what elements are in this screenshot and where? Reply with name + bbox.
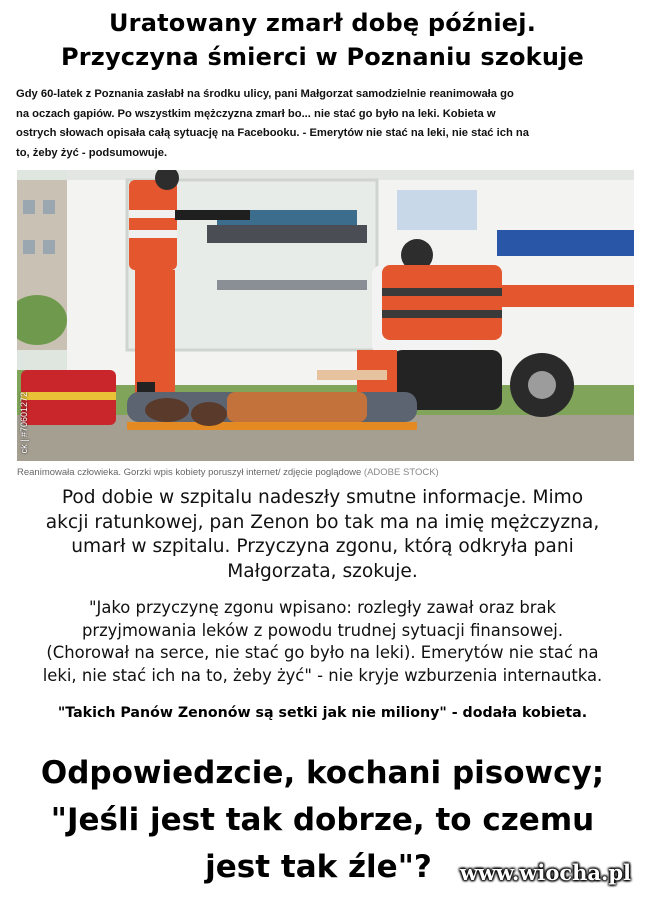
- tagline: "Takich Panów Zenonów są setki jak nie miliony" - dodała kobieta.: [57, 705, 588, 721]
- paramedics-illustration: [17, 170, 634, 461]
- headline-line-2: Przyczyna śmierci w Poznaniu szokuje: [60, 43, 585, 71]
- body-line-2: akcji ratunkowej, pan Zenon bo tak ma na imię mężczyzna,: [45, 511, 600, 533]
- lead-line-1: Gdy 60-latek z Poznania zasłabł na środku ulicy, pani Małgorzat samodzielnie reanimowała go: [16, 88, 514, 100]
- site-watermark: www.wiocha.pl: [459, 860, 631, 885]
- news-photo: [17, 170, 634, 461]
- lead-line-4: to, żeby żyć - podsumowuje.: [16, 146, 168, 159]
- headline: [0, 6, 645, 74]
- headline-line-1: Uratowany zmarł dobę później.: [108, 9, 537, 37]
- lead-paragraph: [16, 85, 628, 163]
- stock-id-label: ck | #70601272: [19, 391, 29, 453]
- quote-line-4: leki, nie stać ich na to, żeby żyć" - nie kryje wzburzenia internautka.: [42, 665, 603, 685]
- body-line-1: Pod dobie w szpitalu nadeszły smutne informacje. Mimo: [61, 487, 584, 508]
- lead-line-2: na oczach gapiów. Po wszystkim mężczyzna zmarł bo... nie stać go było na leki. Kobieta w: [16, 107, 496, 120]
- caption-source: (ADOBE STOCK): [363, 467, 439, 478]
- quote-line-2: przyjmowania leków z powodu trudnej sytuacji finansowej.: [81, 620, 564, 640]
- photo-caption: [17, 466, 634, 480]
- lead-line-3: ostrych słowach opisała całą sytuację na Facebooku. - Emerytów nie stać na leki, nie stać ich na: [16, 127, 529, 139]
- body-paragraph: [0, 486, 645, 584]
- quote-paragraph: [0, 597, 645, 687]
- closing-line-2: "Jeśli jest tak dobrze, to czemu: [50, 802, 595, 838]
- closing-line-3: jest tak źle"?: [205, 849, 432, 885]
- body-line-3: umarł w szpitalu. Przyczyna zgonu, którą odkryła pani: [71, 536, 574, 557]
- quote-line-3: (Chorował na serce, nie stać go było na leki). Emerytów nie stać na: [46, 643, 599, 662]
- caption-text: Reanimowała człowieka. Gorzki wpis kobiety poruszył internet/ zdjęcie poglądowe: [17, 467, 362, 478]
- quote-line-1: "Jako przyczynę zgonu wpisano: rozległy zawał oraz brak: [88, 598, 556, 617]
- closing-line-1: Odpowiedzcie, kochani pisowcy;: [40, 755, 605, 791]
- body-line-4: Małgorzata, szokuje.: [227, 560, 418, 582]
